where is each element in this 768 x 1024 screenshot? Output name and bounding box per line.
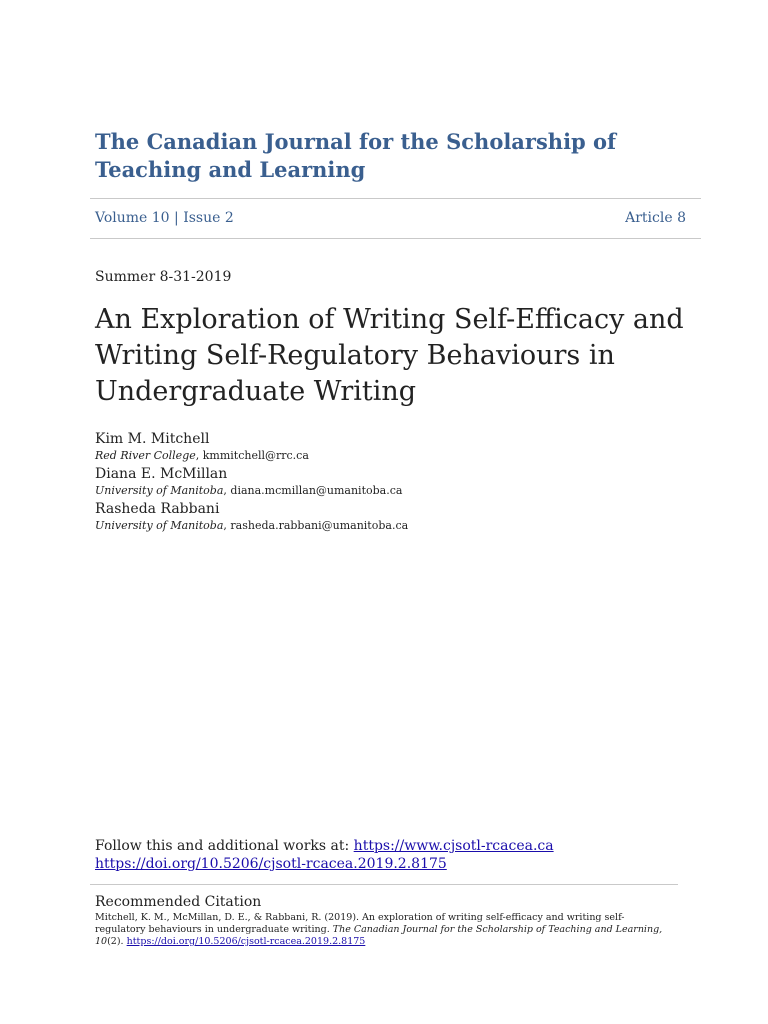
article-number-link[interactable]: Article 8 (625, 210, 686, 226)
citation-text (95, 912, 667, 948)
author-name: Diana E. McMillan (95, 466, 228, 482)
citation-text-start: Mitchell, K. M., McMillan, D. E., & Rabbani, R. (2019). An exploration of writing self-efficacy and writing self-regulatory behaviours in undergraduate writing. (95, 912, 625, 935)
author-list (95, 430, 695, 535)
author-entry (95, 465, 695, 499)
header-bottom-divider (90, 238, 701, 239)
citation-issue: (2). (107, 936, 124, 947)
publication-date: Summer 8-31-2019 (95, 269, 232, 285)
citation-divider (90, 884, 678, 885)
author-email[interactable]: rasheda.rabbani@umanitoba.ca (230, 519, 409, 532)
recommended-citation-heading: Recommended Citation (95, 894, 262, 910)
citation-journal-name: The Canadian Journal for the Scholarship of Teaching and Learning, (332, 924, 663, 935)
doi-link[interactable]: https://doi.org/10.5206/cjsotl-rcacea.2019.2.8175 (95, 856, 447, 872)
journal-title: The Canadian Journal for the Scholarship of Teaching and Learning (95, 129, 617, 182)
header-top-divider (90, 198, 701, 199)
follow-section (95, 837, 695, 873)
article-title: An Exploration of Writing Self-Efficacy and Writing Self-Regulatory Behaviours in Undergraduate Writing (95, 304, 684, 407)
author-affiliation: Red River College, kmmitchell@rrc.ca (95, 449, 309, 462)
citation-volume: 10 (95, 936, 108, 947)
author-email[interactable]: diana.mcmillan@umanitoba.ca (230, 484, 403, 497)
author-institution: Red River College (95, 449, 196, 462)
author-email[interactable]: kmmitchell@rrc.ca (202, 449, 309, 462)
author-name: Kim M. Mitchell (95, 431, 210, 447)
author-affiliation: University of Manitoba, rasheda.rabbani@umanitoba.ca (95, 519, 409, 532)
author-entry (95, 500, 695, 534)
site-link[interactable]: https://www.cjsotl-rcacea.ca (353, 838, 554, 854)
follow-line (95, 837, 695, 855)
author-institution: University of Manitoba (95, 519, 224, 532)
follow-text: Follow this and additional works at: (95, 838, 350, 854)
doi-line (95, 855, 695, 873)
author-entry (95, 430, 695, 464)
citation-doi-link[interactable]: https://doi.org/10.5206/cjsotl-rcacea.2019.2.8175 (126, 936, 366, 947)
issue-line (95, 209, 686, 227)
volume-issue-link[interactable]: Volume 10 | Issue 2 (95, 210, 234, 226)
author-name: Rasheda Rabbani (95, 501, 220, 517)
author-affiliation: University of Manitoba, diana.mcmillan@umanitoba.ca (95, 484, 403, 497)
author-institution: University of Manitoba (95, 484, 224, 497)
